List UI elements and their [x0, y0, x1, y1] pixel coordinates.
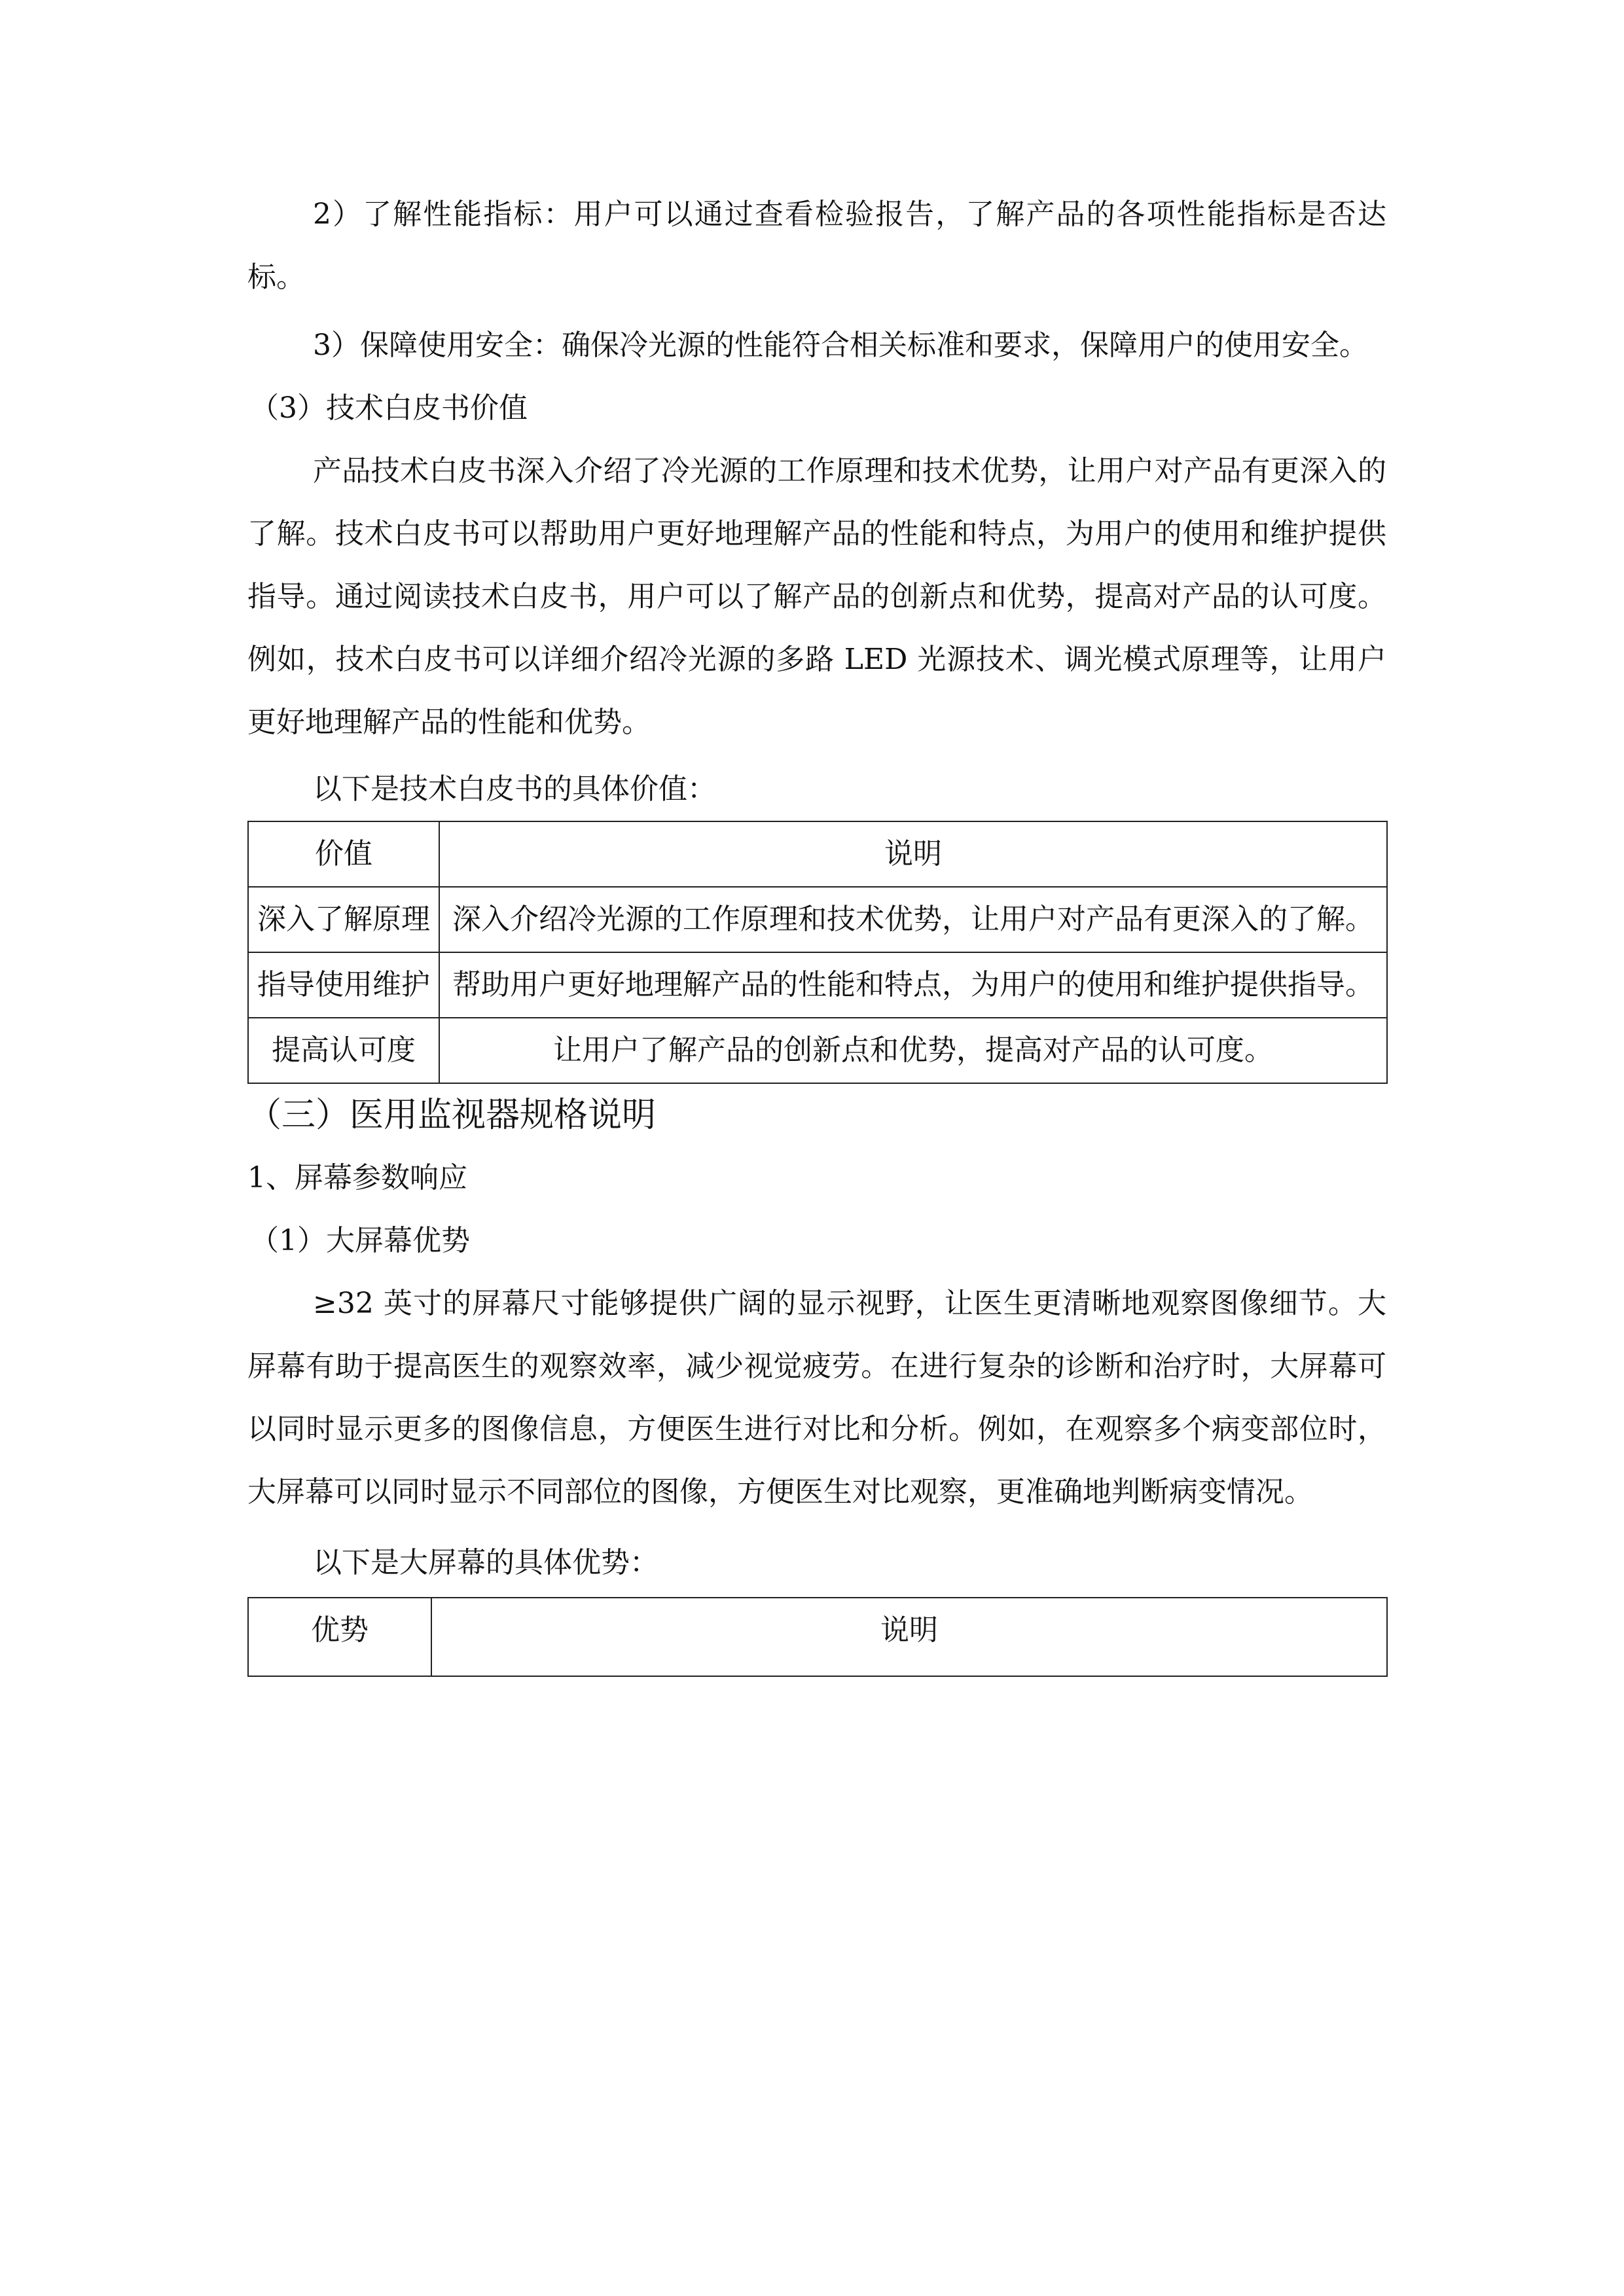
document-page	[247, 183, 1386, 1677]
paragraph-performance: 2）了解性能指标：用户可以通过查看检验报告，了解产品的各项性能指标是否达标。	[247, 198, 1386, 294]
table-cell: 帮助用户更好地理解产品的性能和特点，为用户的使用和维护提供指导。	[439, 952, 1387, 1018]
paragraph-large-screen: ≥32 英寸的屏幕尺寸能够提供广阔的显示视野，让医生更清晰地观察图像细节。大屏幕有助于提高医生的观察效率，减少视觉疲劳。在进行复杂的诊断和治疗时，大屏幕可以同时显示更多的图像信息，方便医生进行对比和分析。例如，在观察多个病变部位时，大屏幕可以同时显示不同部位的图像，方便医生对比观察，更准确地判断病变情况。	[247, 1287, 1386, 1509]
paragraph-safety: 3）保障使用安全：确保冷光源的性能符合相关标准和要求，保障用户的使用安全。	[313, 329, 1368, 362]
table-header-cell: 说明	[439, 821, 1387, 887]
table-cell: 深入介绍冷光源的工作原理和技术优势，让用户对产品有更深入的了解。	[439, 887, 1387, 952]
table-header-cell: 说明	[431, 1598, 1387, 1676]
table-cell: 指导使用维护	[248, 952, 439, 1018]
table-cell: 提高认可度	[248, 1018, 439, 1083]
table-header-row	[248, 1598, 1387, 1676]
table-row	[248, 1018, 1387, 1083]
table-cell: 深入了解原理	[248, 887, 439, 952]
paragraph-whitepaper: 产品技术白皮书深入介绍了冷光源的工作原理和技术优势，让用户对产品有更深入的了解。技术白皮书可以帮助用户更好地理解产品的性能和特点，为用户的使用和维护提供指导。通过阅读技术白皮书，用户可以了解产品的创新点和优势，提高对产品的认可度。例如，技术白皮书可以详细介绍冷光源的多路 LED 光源技术、调光模式原理等，让用户更好地理解产品的性能和优势。	[247, 454, 1386, 739]
subheading-whitepaper-value: （3）技术白皮书价值	[250, 391, 528, 425]
heading-screen-params: 1、屏幕参数响应	[247, 1161, 467, 1194]
section-heading-monitor: （三）医用监视器规格说明	[247, 1096, 657, 1135]
table-cell: 让用户了解产品的创新点和优势，提高对产品的认可度。	[439, 1018, 1387, 1083]
subheading-large-screen: （1）大屏幕优势	[250, 1224, 470, 1257]
table-row	[248, 952, 1387, 1018]
whitepaper-value-table	[247, 821, 1388, 1084]
large-screen-table	[247, 1597, 1388, 1677]
table1-lead: 以下是技术白皮书的具体价值：	[313, 772, 716, 806]
table-header-row	[248, 821, 1387, 887]
table-row	[248, 887, 1387, 952]
table-header-cell: 价值	[248, 821, 439, 887]
table2-lead: 以下是大屏幕的具体优势：	[313, 1546, 659, 1579]
table-header-cell: 优势	[248, 1598, 431, 1676]
